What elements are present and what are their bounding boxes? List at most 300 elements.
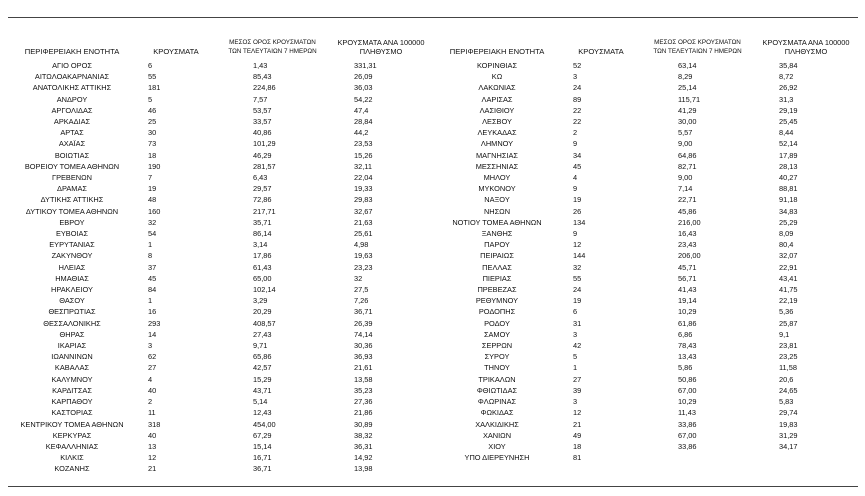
cases-value: 3 <box>148 341 153 351</box>
region-name: ΚΕΡΚΥΡΑΣ <box>52 430 92 440</box>
per100k-value: 8,09 <box>779 229 794 239</box>
avg-7day-value: 281,57 <box>253 161 276 171</box>
avg-7day-value: 25,14 <box>678 83 697 93</box>
per100k-value: 25,61 <box>354 229 373 239</box>
table-row <box>433 250 858 261</box>
per100k-value: 36,71 <box>354 307 373 317</box>
avg-7day-value: 5,14 <box>253 397 268 407</box>
cases-value: 55 <box>573 273 582 283</box>
avg-7day-value: 42,57 <box>253 363 272 373</box>
cases-value: 52 <box>573 61 582 70</box>
avg-7day-value: 36,71 <box>253 464 272 474</box>
per100k-value: 26,92 <box>779 83 798 93</box>
table-row <box>433 306 858 317</box>
cases-value: 30 <box>148 128 157 138</box>
table-row <box>433 116 858 127</box>
cases-value: 19 <box>148 184 157 194</box>
cases-value: 27 <box>148 363 157 373</box>
per100k-value: 19,63 <box>354 251 373 261</box>
cases-value: 3 <box>573 397 578 407</box>
per100k-value: 32,11 <box>354 161 372 171</box>
cases-value: 11 <box>148 408 156 418</box>
table-row <box>433 407 858 418</box>
avg-7day-value: 13,43 <box>678 352 697 362</box>
table-row <box>433 396 858 407</box>
per100k-value: 23,81 <box>779 341 798 351</box>
cases-value: 12 <box>573 408 582 418</box>
cases-value: 1 <box>573 363 578 373</box>
region-name: ΛΕΣΒΟΥ <box>482 117 512 127</box>
per100k-value: 13,58 <box>354 374 373 384</box>
table-row <box>8 396 433 407</box>
header-avg <box>641 39 754 56</box>
cases-value: 1 <box>148 240 153 250</box>
header-avg-line1: ΜΕΣΟΣ ΟΡΟΣ ΚΡΟΥΣΜΑΤΩΝ <box>229 39 316 46</box>
per100k-value: 21,86 <box>354 408 373 418</box>
header-cases: ΚΡΟΥΣΜΑΤΑ <box>578 46 624 56</box>
region-name: ΚΟΡΙΝΘΙΑΣ <box>476 61 518 70</box>
table-row <box>433 419 858 430</box>
per100k-value: 27,36 <box>354 397 373 407</box>
per100k-value: 32 <box>354 273 363 283</box>
avg-7day-value: 101,29 <box>253 139 276 149</box>
per100k-value: 5,83 <box>779 397 794 407</box>
cases-value: 49 <box>573 430 582 440</box>
table-row <box>8 206 433 217</box>
region-name: ΑΡΤΑΣ <box>60 128 84 138</box>
per100k-value: 24,65 <box>779 385 798 395</box>
region-name: ΛΕΥΚΑΔΑΣ <box>477 128 517 138</box>
table-row <box>433 273 858 284</box>
table-row <box>8 374 433 385</box>
table-row <box>433 295 858 306</box>
per100k-value: 22,19 <box>779 296 798 306</box>
header-per100k-line1: ΚΡΟΥΣΜΑΤΑ ΑΝΑ 100000 <box>337 38 425 47</box>
region-name: ΝΗΣΩΝ <box>483 206 511 216</box>
region-name: ΜΕΣΣΗΝΙΑΣ <box>475 161 519 171</box>
cases-value: 34 <box>573 150 582 160</box>
region-name: ΗΜΑΘΙΑΣ <box>55 273 89 283</box>
cases-value: 293 <box>148 318 161 328</box>
per100k-value: 27,5 <box>354 285 369 295</box>
header-per100k <box>329 39 433 56</box>
cases-value: 32 <box>148 217 157 227</box>
region-name: ΚΑΣΤΟΡΙΑΣ <box>51 408 93 418</box>
cases-value: 27 <box>573 374 582 384</box>
cases-value: 4 <box>573 173 578 183</box>
per100k-value: 88,81 <box>779 184 798 194</box>
avg-7day-value: 27,43 <box>253 329 272 339</box>
cases-value: 2 <box>573 128 578 138</box>
table-row <box>433 362 858 373</box>
per100k-value: 5,36 <box>779 307 794 317</box>
header-avg <box>216 39 329 56</box>
region-name: ΕΒΡΟΥ <box>59 217 85 227</box>
cases-value: 5 <box>573 352 578 362</box>
table-row <box>8 318 433 329</box>
cases-value: 22 <box>573 117 582 127</box>
avg-7day-value: 67,00 <box>678 430 697 440</box>
table-row <box>8 295 433 306</box>
avg-7day-value: 65,00 <box>253 273 272 283</box>
table-row <box>8 430 433 441</box>
per100k-value: 28,84 <box>354 117 373 127</box>
per100k-value: 31,29 <box>779 430 798 440</box>
per100k-value: 52,14 <box>779 139 798 149</box>
per100k-value: 30,89 <box>354 419 373 429</box>
table-row <box>8 351 433 362</box>
region-name: ΡΟΔΟΥ <box>484 318 510 328</box>
per100k-value: 331,31 <box>354 61 377 70</box>
table-row <box>8 407 433 418</box>
per100k-value: 21,61 <box>354 363 373 373</box>
avg-7day-value: 23,43 <box>678 240 697 250</box>
cases-value: 31 <box>573 318 582 328</box>
region-name: ΜΗΛΟΥ <box>483 173 511 183</box>
cases-value: 24 <box>573 83 582 93</box>
cases-value: 37 <box>148 262 157 272</box>
avg-7day-value: 1,43 <box>253 61 268 70</box>
avg-7day-value: 3,29 <box>253 296 268 306</box>
region-name: ΓΡΕΒΕΝΩΝ <box>52 173 92 183</box>
region-name: ΦΛΩΡΙΝΑΣ <box>477 397 517 407</box>
table-row <box>433 206 858 217</box>
region-name: ΗΡΑΚΛΕΙΟΥ <box>51 285 93 295</box>
cases-value: 3 <box>573 329 578 339</box>
avg-7day-value: 85,43 <box>253 72 272 82</box>
cases-value: 18 <box>573 441 582 451</box>
cases-value: 45 <box>573 161 582 171</box>
table-row <box>433 452 858 463</box>
avg-7day-value: 216,00 <box>678 217 701 227</box>
table-row <box>8 262 433 273</box>
per100k-value: 36,93 <box>354 352 373 362</box>
cases-value: 26 <box>573 206 582 216</box>
per100k-value: 26,39 <box>354 318 373 328</box>
region-name: ΔΥΤΙΚΟΥ ΤΟΜΕΑ ΑΘΗΝΩΝ <box>25 206 119 216</box>
region-name: ΛΑΡΙΣΑΣ <box>481 94 513 104</box>
avg-7day-value: 5,57 <box>678 128 693 138</box>
header-avg-line2: ΤΩΝ ΤΕΛΕΥΤΑΙΩΝ 7 ΗΜΕΡΩΝ <box>228 47 317 55</box>
table-row <box>433 194 858 205</box>
table-header <box>8 34 433 60</box>
cases-value: 32 <box>573 262 582 272</box>
per100k-value: 80,4 <box>779 240 794 250</box>
table-row <box>433 138 858 149</box>
per100k-value: 41,75 <box>779 285 798 295</box>
table-row <box>8 329 433 340</box>
header-per100k-line2: ΠΛΗΘΥΣΜΟ <box>359 46 403 56</box>
cases-value: 1 <box>148 296 153 306</box>
header-per100k-line2: ΠΛΗΘΥΣΜΟ <box>784 46 828 56</box>
avg-7day-value: 45,86 <box>678 206 697 216</box>
per100k-value: 31,3 <box>779 94 794 104</box>
avg-7day-value: 17,86 <box>253 251 272 261</box>
table-row <box>8 138 433 149</box>
avg-7day-value: 115,71 <box>678 94 701 104</box>
header-avg-line2: ΤΩΝ ΤΕΛΕΥΤΑΙΩΝ 7 ΗΜΕΡΩΝ <box>653 47 742 55</box>
table-row <box>433 105 858 116</box>
cases-value: 134 <box>573 217 586 227</box>
avg-7day-value: 46,29 <box>253 150 272 160</box>
avg-7day-value: 16,43 <box>678 229 697 239</box>
header-region: ΠΕΡΙΦΕΡΕΙΑΚΗ ΕΝΟΤΗΤΑ <box>24 46 120 56</box>
region-name: ΠΙΕΡΙΑΣ <box>482 273 512 283</box>
per100k-value: 26,09 <box>354 72 373 82</box>
region-name: ΑΝΔΡΟΥ <box>56 94 88 104</box>
region-name: ΜΥΚΟΝΟΥ <box>478 184 516 194</box>
avg-7day-value: 30,00 <box>678 117 697 127</box>
avg-7day-value: 10,29 <box>678 307 697 317</box>
avg-7day-value: 41,43 <box>678 285 697 295</box>
avg-7day-value: 102,14 <box>253 285 276 295</box>
region-name: ΝΑΞΟΥ <box>484 195 510 205</box>
region-name: ΝΟΤΙΟΥ ΤΟΜΕΑ ΑΘΗΝΩΝ <box>452 217 542 227</box>
region-name: ΕΥΡΥΤΑΝΙΑΣ <box>49 240 95 250</box>
region-name: ΖΑΚΥΝΘΟΥ <box>51 251 93 261</box>
per100k-value: 23,53 <box>354 139 373 149</box>
region-name: ΡΕΘΥΜΝΟΥ <box>475 296 519 306</box>
region-name: ΤΡΙΚΑΛΩΝ <box>478 374 516 384</box>
table-header <box>433 34 858 60</box>
avg-7day-value: 61,86 <box>678 318 697 328</box>
region-name: ΑΧΑΪΑΣ <box>58 139 86 149</box>
right-table <box>433 34 858 463</box>
region-name: ΠΡΕΒΕΖΑΣ <box>477 285 517 295</box>
cases-value: 62 <box>148 352 157 362</box>
per100k-value: 22,04 <box>354 173 373 183</box>
region-name: ΙΚΑΡΙΑΣ <box>57 341 87 351</box>
per100k-value: 30,36 <box>354 341 373 351</box>
cases-value: 19 <box>573 296 582 306</box>
table-row <box>433 340 858 351</box>
table-row <box>8 385 433 396</box>
region-name: ΦΘΙΩΤΙΔΑΣ <box>476 385 518 395</box>
avg-7day-value: 16,71 <box>253 453 272 463</box>
cases-value: 40 <box>148 385 157 395</box>
cases-value: 54 <box>148 229 157 239</box>
region-name: ΚΕΦΑΛΛΗΝΙΑΣ <box>45 441 99 451</box>
per100k-value: 7,26 <box>354 296 369 306</box>
per100k-value: 20,6 <box>779 374 794 384</box>
per100k-value: 36,03 <box>354 83 373 93</box>
cases-value: 9 <box>573 139 578 149</box>
per100k-value: 9,1 <box>779 329 790 339</box>
cases-value: 7 <box>148 173 153 183</box>
table-row <box>433 183 858 194</box>
per100k-value: 11,58 <box>779 363 797 373</box>
avg-7day-value: 29,57 <box>253 184 272 194</box>
avg-7day-value: 33,86 <box>678 419 697 429</box>
region-name: ΤΗΝΟΥ <box>484 363 510 373</box>
cases-value: 13 <box>148 441 157 451</box>
cases-value: 39 <box>573 385 582 395</box>
table-row <box>433 228 858 239</box>
avg-7day-value: 206,00 <box>678 251 701 261</box>
region-name: ΑΡΚΑΔΙΑΣ <box>53 117 91 127</box>
region-name: ΑΓΙΟ ΟΡΟΣ <box>52 61 92 70</box>
avg-7day-value: 9,00 <box>678 139 693 149</box>
table-row <box>433 217 858 228</box>
region-name: ΛΗΜΝΟΥ <box>480 139 514 149</box>
region-name: ΣΑΜΟΥ <box>483 329 511 339</box>
table-row <box>433 262 858 273</box>
avg-7day-value: 86,14 <box>253 229 272 239</box>
per100k-value: 8,44 <box>779 128 794 138</box>
region-name: ΡΟΔΟΠΗΣ <box>478 307 516 317</box>
header-avg-line1: ΜΕΣΟΣ ΟΡΟΣ ΚΡΟΥΣΜΑΤΩΝ <box>654 39 741 46</box>
top-rule <box>8 17 858 18</box>
per100k-value: 91,18 <box>779 195 798 205</box>
table-row <box>8 150 433 161</box>
cases-value: 190 <box>148 161 161 171</box>
per100k-value: 25,87 <box>779 318 798 328</box>
avg-7day-value: 61,43 <box>253 262 272 272</box>
avg-7day-value: 56,71 <box>678 273 697 283</box>
region-name: ΑΡΓΟΛΙΔΑΣ <box>51 105 93 115</box>
avg-7day-value: 9,00 <box>678 173 693 183</box>
cases-value: 73 <box>148 139 157 149</box>
per100k-value: 44,2 <box>354 128 369 138</box>
table-row <box>8 250 433 261</box>
region-name: ΘΕΣΠΡΩΤΙΑΣ <box>48 307 96 317</box>
table-row <box>433 161 858 172</box>
region-name: ΧΙΟΥ <box>488 441 506 451</box>
per100k-value: 47,4 <box>354 105 369 115</box>
cases-value: 4 <box>148 374 153 384</box>
region-name: ΣΕΡΡΩΝ <box>481 341 513 351</box>
table-row <box>8 441 433 452</box>
avg-7day-value: 40,86 <box>253 128 272 138</box>
cases-value: 22 <box>573 105 582 115</box>
region-name: ΙΩΑΝΝΙΝΩΝ <box>51 352 93 362</box>
cases-value: 5 <box>148 94 153 104</box>
cases-value: 160 <box>148 206 161 216</box>
table-row <box>8 127 433 138</box>
avg-7day-value: 217,71 <box>253 206 276 216</box>
per100k-value: 38,32 <box>354 430 373 440</box>
cases-value: 318 <box>148 419 161 429</box>
avg-7day-value: 72,86 <box>253 195 272 205</box>
per100k-value: 34,83 <box>779 206 798 216</box>
avg-7day-value: 43,71 <box>253 385 272 395</box>
avg-7day-value: 11,43 <box>678 408 696 418</box>
avg-7day-value: 408,57 <box>253 318 276 328</box>
cases-value: 84 <box>148 285 157 295</box>
cases-value: 18 <box>148 150 157 160</box>
table-row <box>433 430 858 441</box>
per100k-value: 8,72 <box>779 72 794 82</box>
table-row <box>433 150 858 161</box>
table-row <box>8 239 433 250</box>
region-name: ΧΑΛΚΙΔΙΚΗΣ <box>475 419 519 429</box>
cases-value: 181 <box>148 83 161 93</box>
avg-7day-value: 15,14 <box>253 441 272 451</box>
cases-value: 89 <box>573 94 582 104</box>
table-row <box>433 329 858 340</box>
cases-value: 24 <box>573 285 582 295</box>
region-name: ΕΥΒΟΙΑΣ <box>55 229 89 239</box>
avg-7day-value: 15,29 <box>253 374 272 384</box>
region-name: ΠΕΙΡΑΙΩΣ <box>480 251 514 261</box>
cases-value: 40 <box>148 430 157 440</box>
region-name: ΚΕΝΤΡΙΚΟΥ ΤΟΜΕΑ ΑΘΗΝΩΝ <box>20 419 124 429</box>
cases-value: 12 <box>148 453 157 463</box>
per100k-value: 23,23 <box>354 262 373 272</box>
table-row <box>433 441 858 452</box>
per100k-value: 28,13 <box>779 161 798 171</box>
cases-value: 9 <box>573 229 578 239</box>
table-row <box>433 82 858 93</box>
table-row <box>8 284 433 295</box>
table-row <box>8 217 433 228</box>
per100k-value: 29,83 <box>354 195 373 205</box>
avg-7day-value: 41,29 <box>678 105 697 115</box>
region-name: ΚΙΛΚΙΣ <box>60 453 84 463</box>
table-row <box>433 318 858 329</box>
cases-value: 25 <box>148 117 157 127</box>
per100k-value: 35,84 <box>779 61 798 70</box>
region-name: ΒΟΡΕΙΟΥ ΤΟΜΕΑ ΑΘΗΝΩΝ <box>24 161 120 171</box>
table-row <box>8 183 433 194</box>
avg-7day-value: 65,86 <box>253 352 272 362</box>
cases-value: 14 <box>148 329 157 339</box>
cases-value: 144 <box>573 251 586 261</box>
avg-7day-value: 8,29 <box>678 72 693 82</box>
region-name: ΜΑΓΝΗΣΙΑΣ <box>476 150 518 160</box>
avg-7day-value: 64,86 <box>678 150 697 160</box>
header-region: ΠΕΡΙΦΕΡΕΙΑΚΗ ΕΝΟΤΗΤΑ <box>449 46 545 56</box>
header-cases: ΚΡΟΥΣΜΑΤΑ <box>153 46 199 56</box>
table-row <box>433 172 858 183</box>
per100k-value: 15,26 <box>354 150 373 160</box>
per100k-value: 34,17 <box>779 441 798 451</box>
avg-7day-value: 19,14 <box>678 296 697 306</box>
right-table-body <box>433 60 858 463</box>
table-row <box>8 228 433 239</box>
region-name: ΘΑΣΟΥ <box>59 296 85 306</box>
avg-7day-value: 7,14 <box>678 184 693 194</box>
per100k-value: 32,07 <box>779 251 798 261</box>
table-row <box>433 60 858 71</box>
avg-7day-value: 82,71 <box>678 161 697 171</box>
cases-value: 46 <box>148 105 157 115</box>
table-row <box>433 374 858 385</box>
table-row <box>433 385 858 396</box>
region-name: ΔΥΤΙΚΗΣ ΑΤΤΙΚΗΣ <box>40 195 104 205</box>
cases-value: 19 <box>573 195 582 205</box>
avg-7day-value: 63,14 <box>678 61 697 70</box>
per100k-value: 4,98 <box>354 240 369 250</box>
region-name: ΦΩΚΙΔΑΣ <box>480 408 514 418</box>
avg-7day-value: 35,71 <box>253 217 272 227</box>
region-name: ΛΑΚΩΝΙΑΣ <box>478 83 516 93</box>
region-name: ΘΗΡΑΣ <box>59 329 85 339</box>
avg-7day-value: 33,57 <box>253 117 272 127</box>
per100k-value: 23,25 <box>779 352 798 362</box>
region-name: ΛΑΣΙΘΙΟΥ <box>479 105 515 115</box>
table-row <box>8 340 433 351</box>
region-name: ΗΛΕΙΑΣ <box>58 262 86 272</box>
table-row <box>8 60 433 71</box>
region-name: ΚΑΒΑΛΑΣ <box>54 363 90 373</box>
cases-value: 21 <box>573 419 582 429</box>
per100k-value: 13,98 <box>354 464 373 474</box>
region-name: ΒΟΙΩΤΙΑΣ <box>54 150 90 160</box>
table-row <box>8 94 433 105</box>
table-row <box>8 273 433 284</box>
left-table <box>8 34 433 475</box>
